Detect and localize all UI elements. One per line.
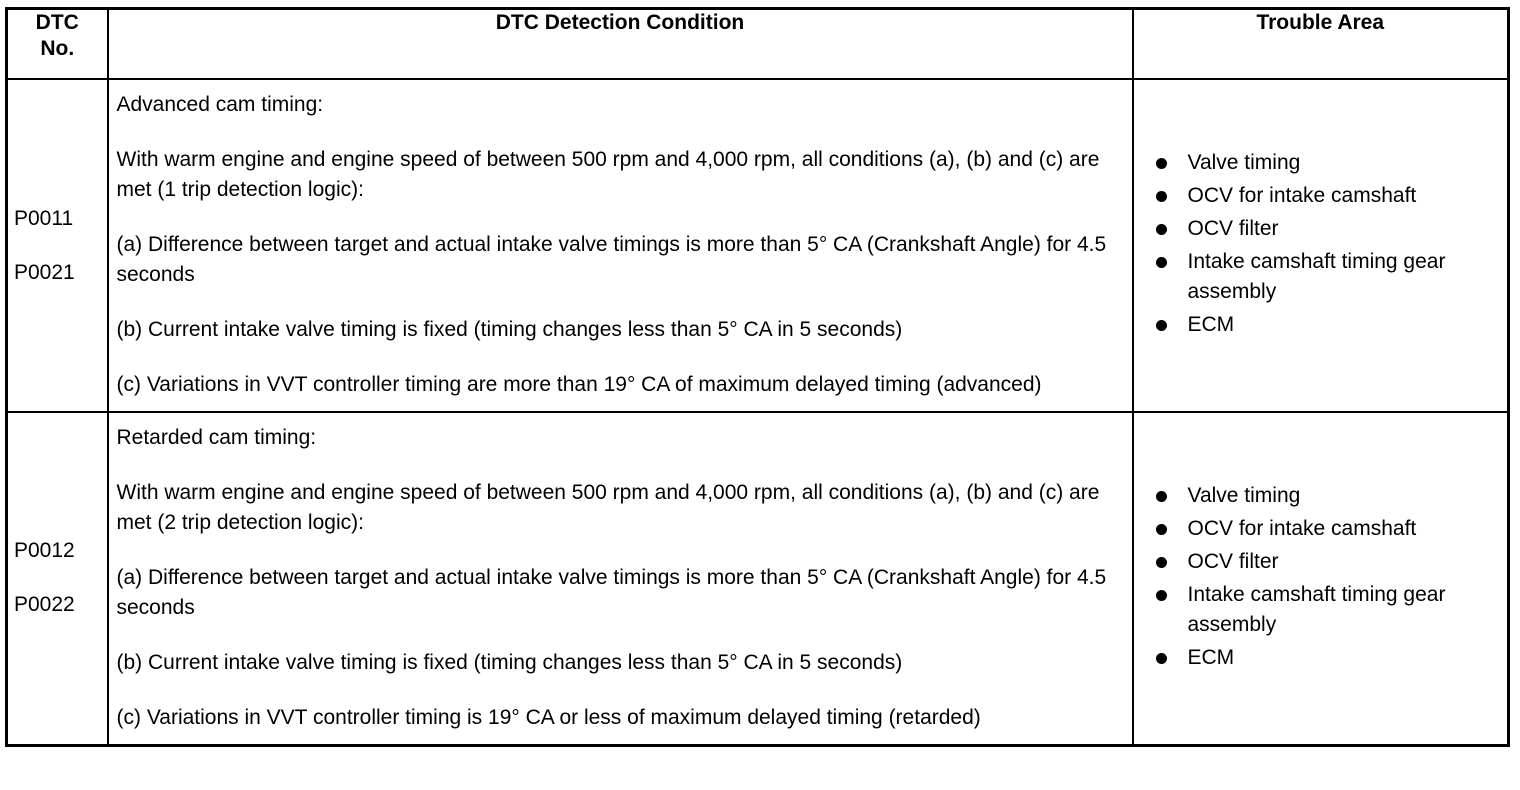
list-item — [1154, 148, 1508, 178]
table-row — [7, 79, 1509, 412]
list-item — [1154, 181, 1508, 211]
bullet-icon — [1156, 590, 1167, 601]
condition-text: With warm engine and engine speed of between 500 rpm and 4,000 rpm, all conditions (a), (b) and (c) are met (2 trip detection logic): — [116, 481, 1100, 534]
bullet-icon — [1156, 257, 1167, 268]
bullet-icon — [1156, 224, 1167, 235]
condition-text: (a) Difference between target and actual intake valve timings is more than 5° CA (Crankshaft Angle) for 4.5 seconds — [116, 233, 1107, 286]
table-row — [7, 412, 1509, 745]
detection-condition-cell — [108, 412, 1133, 745]
list-item-label: Valve timing — [1187, 151, 1301, 174]
condition-title: Retarded cam timing: — [116, 426, 317, 449]
list-item-label: OCV filter — [1187, 549, 1279, 573]
dtc-code-cell — [7, 412, 108, 745]
list-item — [1154, 481, 1508, 511]
list-item-label: Valve timing — [1187, 483, 1301, 507]
dtc-table — [5, 7, 1510, 747]
header-trouble-area: Trouble Area — [1133, 9, 1509, 80]
bullet-icon — [1156, 491, 1167, 502]
list-item-label: OCV filter — [1187, 217, 1279, 240]
condition-text: (b) Current intake valve timing is fixed (timing changes less than 5° CA in 5 seconds) — [116, 318, 903, 341]
list-item — [1154, 247, 1508, 307]
dtc-code: P0012 — [14, 539, 75, 563]
list-item-label: ECM — [1187, 645, 1235, 669]
list-item — [1154, 214, 1508, 244]
bullet-icon — [1156, 191, 1167, 202]
trouble-area-cell — [1133, 79, 1509, 412]
dtc-code: P0011 — [14, 206, 74, 230]
list-item — [1154, 643, 1508, 673]
list-item-label: Intake camshaft timing gear assembly — [1187, 250, 1446, 303]
list-item — [1154, 580, 1508, 640]
condition-title: Advanced cam timing: — [116, 93, 324, 116]
trouble-area-cell — [1133, 412, 1509, 745]
list-item — [1154, 547, 1508, 577]
condition-text: (c) Variations in VVT controller timing are more than 19° CA of maximum delayed timing (advanced) — [116, 373, 1042, 396]
dtc-code: P0021 — [14, 260, 75, 284]
header-row — [7, 9, 1509, 80]
detection-condition-cell — [108, 79, 1133, 412]
trouble-area-list — [1134, 148, 1508, 340]
bullet-icon — [1156, 524, 1167, 535]
list-item-label: OCV for intake camshaft — [1187, 516, 1417, 540]
dtc-code-cell — [7, 79, 108, 412]
header-dtc-no: DTC No. — [7, 9, 108, 80]
list-item — [1154, 310, 1508, 340]
bullet-icon — [1156, 653, 1167, 664]
bullet-icon — [1156, 158, 1167, 169]
condition-text: (a) Difference between target and actual intake valve timings is more than 5° CA (Crankshaft Angle) for 4.5 seconds — [116, 566, 1107, 619]
list-item — [1154, 514, 1508, 544]
list-item-label: ECM — [1187, 313, 1235, 336]
dtc-code: P0022 — [14, 593, 75, 617]
condition-text: (b) Current intake valve timing is fixed (timing changes less than 5° CA in 5 seconds) — [116, 651, 903, 674]
bullet-icon — [1156, 557, 1167, 568]
list-item-label: OCV for intake camshaft — [1187, 184, 1417, 207]
trouble-area-list — [1134, 481, 1508, 673]
condition-text: With warm engine and engine speed of between 500 rpm and 4,000 rpm, all conditions (a), (b) and (c) are met (1 trip detection logic): — [116, 148, 1100, 201]
header-detection-condition: DTC Detection Condition — [108, 9, 1133, 80]
list-item-label: Intake camshaft timing gear assembly — [1187, 582, 1446, 636]
bullet-icon — [1156, 320, 1167, 331]
condition-text: (c) Variations in VVT controller timing is 19° CA or less of maximum delayed timing (retarded) — [116, 706, 981, 729]
